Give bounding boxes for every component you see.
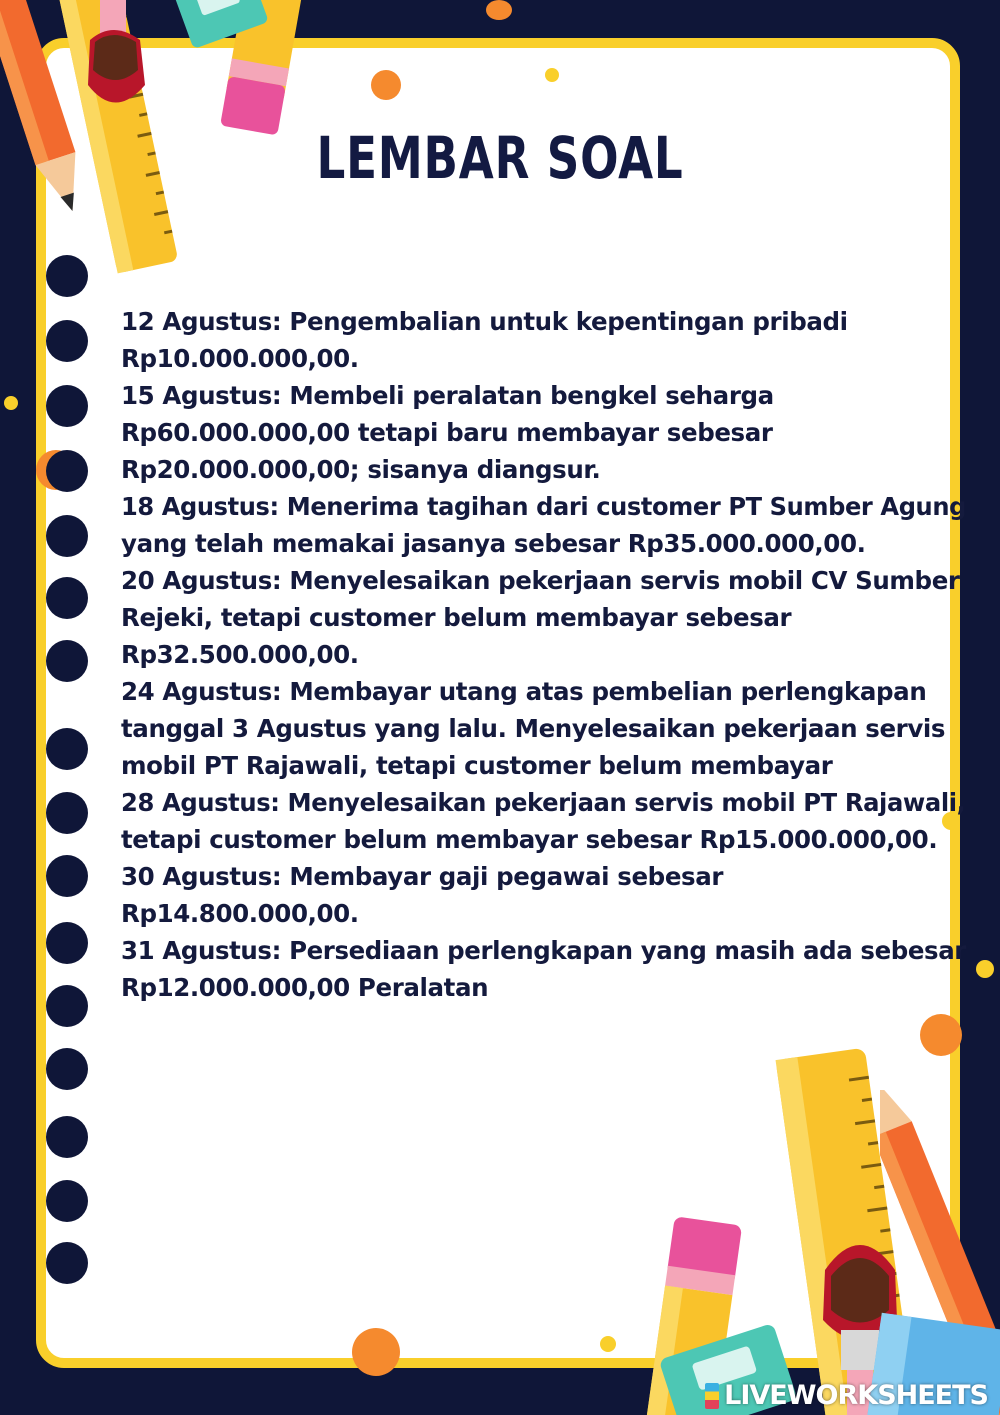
question-text	[121, 303, 966, 1006]
binder-hole	[46, 1242, 88, 1284]
binder-hole	[46, 792, 88, 834]
text-line: 31 Agustus: Persediaan perlengkapan yang masih ada sebesar	[121, 936, 966, 965]
binder-hole	[46, 728, 88, 770]
paintbrush-icon	[60, 0, 170, 140]
binder-hole	[46, 450, 88, 492]
confetti-dot	[486, 0, 512, 20]
text-line: 15 Agustus: Membeli peralatan bengkel seharga	[121, 381, 774, 410]
binder-hole	[46, 515, 88, 557]
binder-hole	[46, 985, 88, 1027]
binder-hole	[46, 577, 88, 619]
text-line: 12 Agustus: Pengembalian untuk kepentingan pribadi	[121, 307, 848, 336]
binder-hole	[46, 1116, 88, 1158]
text-line: Rp32.500.000,00.	[121, 640, 359, 669]
binder-hole	[46, 320, 88, 362]
text-line: 24 Agustus: Membayar utang atas pembelian perlengkapan	[121, 677, 927, 706]
confetti-dot	[545, 68, 559, 82]
binder-hole	[46, 855, 88, 897]
text-line: Rp60.000.000,00 tetapi baru membayar sebesar	[121, 418, 773, 447]
text-line: tetapi customer belum membayar sebesar Rp15.000.000,00.	[121, 825, 938, 854]
confetti-dot	[976, 960, 994, 978]
text-line: Rejeki, tetapi customer belum membayar sebesar	[121, 603, 792, 632]
binder-hole	[46, 385, 88, 427]
liveworksheets-logo-icon	[705, 1383, 719, 1409]
text-line: Rp10.000.000,00.	[121, 344, 359, 373]
liveworksheets-watermark[interactable]	[705, 1380, 988, 1411]
text-line: Rp20.000.000,00; sisanya diangsur.	[121, 455, 601, 484]
confetti-dot	[371, 70, 401, 100]
binder-hole	[46, 922, 88, 964]
text-line: 30 Agustus: Membayar gaji pegawai sebesar	[121, 862, 724, 891]
watermark-text: LIVEWORKSHEETS	[724, 1380, 988, 1411]
confetti-dot	[352, 1328, 400, 1376]
confetti-dot	[4, 396, 18, 410]
text-line: 28 Agustus: Menyelesaikan pekerjaan servis mobil PT Rajawali,	[121, 788, 966, 817]
text-line: Rp14.800.000,00.	[121, 899, 359, 928]
text-line: mobil PT Rajawali, tetapi customer belum membayar	[121, 751, 833, 780]
confetti-dot	[600, 1336, 616, 1352]
binder-hole	[46, 640, 88, 682]
binder-hole	[46, 1180, 88, 1222]
text-line: yang telah memakai jasanya sebesar Rp35.000.000,00.	[121, 529, 866, 558]
eraser-icon	[170, 0, 310, 140]
text-line: tanggal 3 Agustus yang lalu. Menyelesaikan pekerjaan servis	[121, 714, 946, 743]
text-line: 20 Agustus: Menyelesaikan pekerjaan servis mobil CV Sumber	[121, 566, 960, 595]
page-title: LEMBAR SOAL	[316, 124, 684, 192]
text-line: 18 Agustus: Menerima tagihan dari customer PT Sumber Agung	[121, 492, 966, 521]
binder-hole	[46, 1048, 88, 1090]
text-line: Rp12.000.000,00 Peralatan	[121, 973, 489, 1002]
